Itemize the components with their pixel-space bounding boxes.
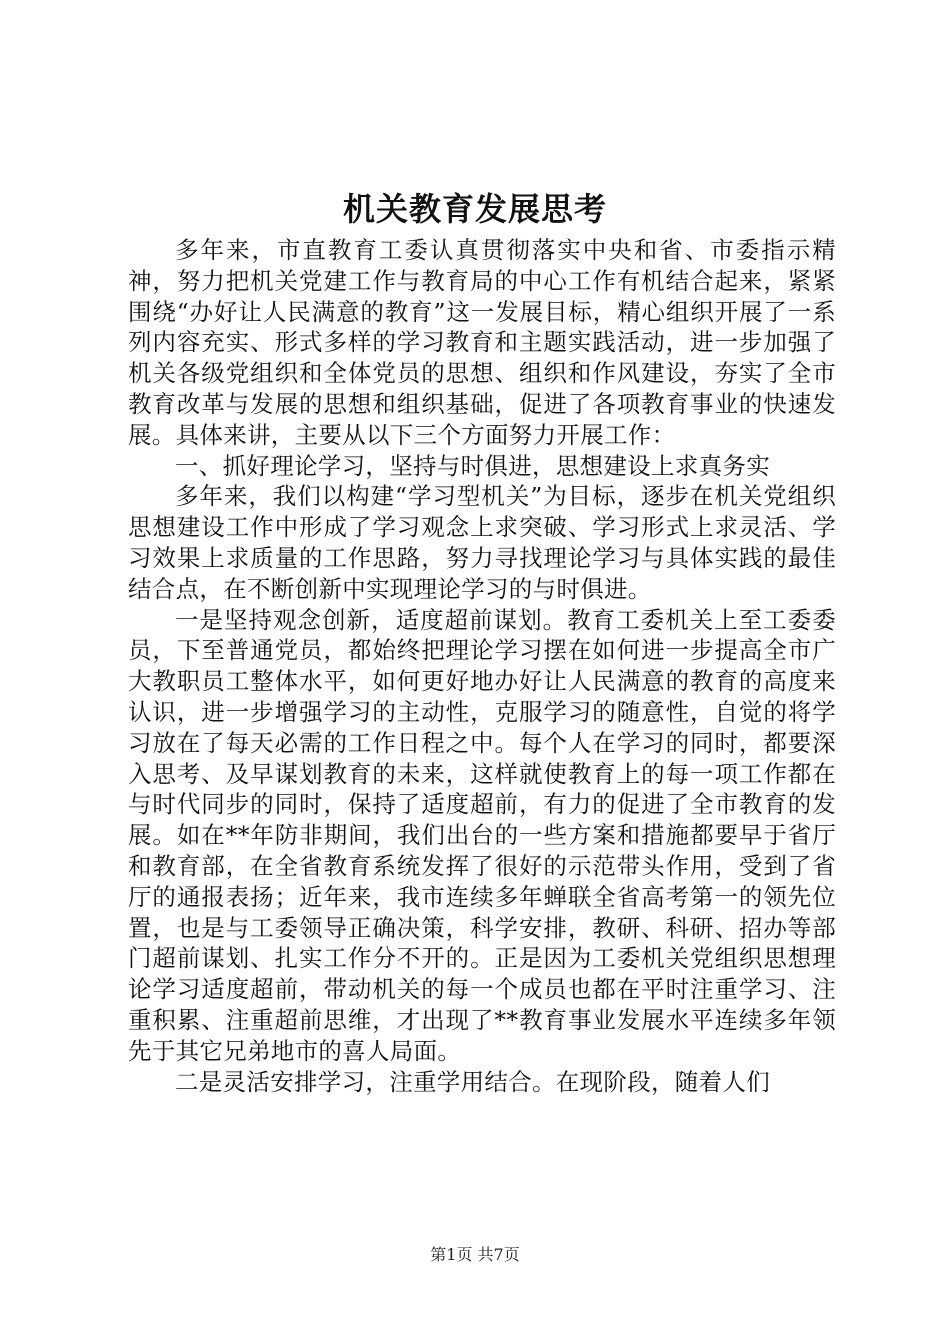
paragraph-point-1: 一是坚持观念创新，适度超前谋划。教育工委机关上至工委委员，下至普通党员，都始终把理论学习摆在如何进一步提高全市广大教职员工整体水平，如何更好地办好让人民满意的教育的高度来认识，进一步增强学习的主动性，克服学习的随意性，自觉的将学习放在了每天必需的工作日程之中。每个人在学习的同时，都要深入思考、及早谋划教育的未来，这样就使教育上的每一项工作都在与时代同步的同时，保持了适度超前，有力的促进了全市教育的发展。如在**年防非期间，我们出台的一些方案和措施都要早于省厅和教育部，在全省教育系统发挥了很好的示范带头作用，受到了省厅的通报表扬；近年来，我市连续多年蝉联全省高考第一的领先位置，也是与工委领导正确决策，科学安排，教研、科研、招办等部门超前谋划、扎实工作分不开的。正是因为工委机关党组织思想理论学习适度超前，带动机关的每一个成员也都在平时注重学习、注重积累、注重超前思维，才出现了**教育事业发展水平连续多年领先于其它兄弟地市的喜人局面。 [128, 605, 836, 1065]
paragraph-section-1: 多年来，我们以构建“学习型机关”为目标，逐步在机关党组织思想建设工作中形成了学习观念上求突破、学习形式上求灵活、学习效果上求质量的工作思路，努力寻找理论学习与具体实践的最佳结合点，在不断创新中实现理论学习的与时俱进。 [128, 482, 836, 603]
paragraph-intro: 多年来，市直教育工委认真贯彻落实中央和省、市委指示精神，努力把机关党建工作与教育局的中心工作有机结合起来，紧紧围绕“办好让人民满意的教育”这一发展目标，精心组织开展了一系列内容充实、形式多样的学习教育和主题实践活动，进一步加强了机关各级党组织和全体党员的思想、组织和作风建设，夯实了全市教育改革与发展的思想和组织基础，促进了各项教育事业的快速发展。具体来讲，主要从以下三个方面努力开展工作： [128, 236, 836, 449]
document-body [128, 235, 836, 1097]
page-number: 第1页 共7页 [430, 1245, 520, 1264]
section-heading-1: 一、抓好理论学习，坚持与时俱进，思想建设上求真务实 [175, 451, 770, 480]
page-title: 机关教育发展思考 [342, 190, 607, 228]
paragraph-point-2: 二是灵活安排学习，注重学用结合。在现阶段，随着人们 [175, 1067, 770, 1096]
